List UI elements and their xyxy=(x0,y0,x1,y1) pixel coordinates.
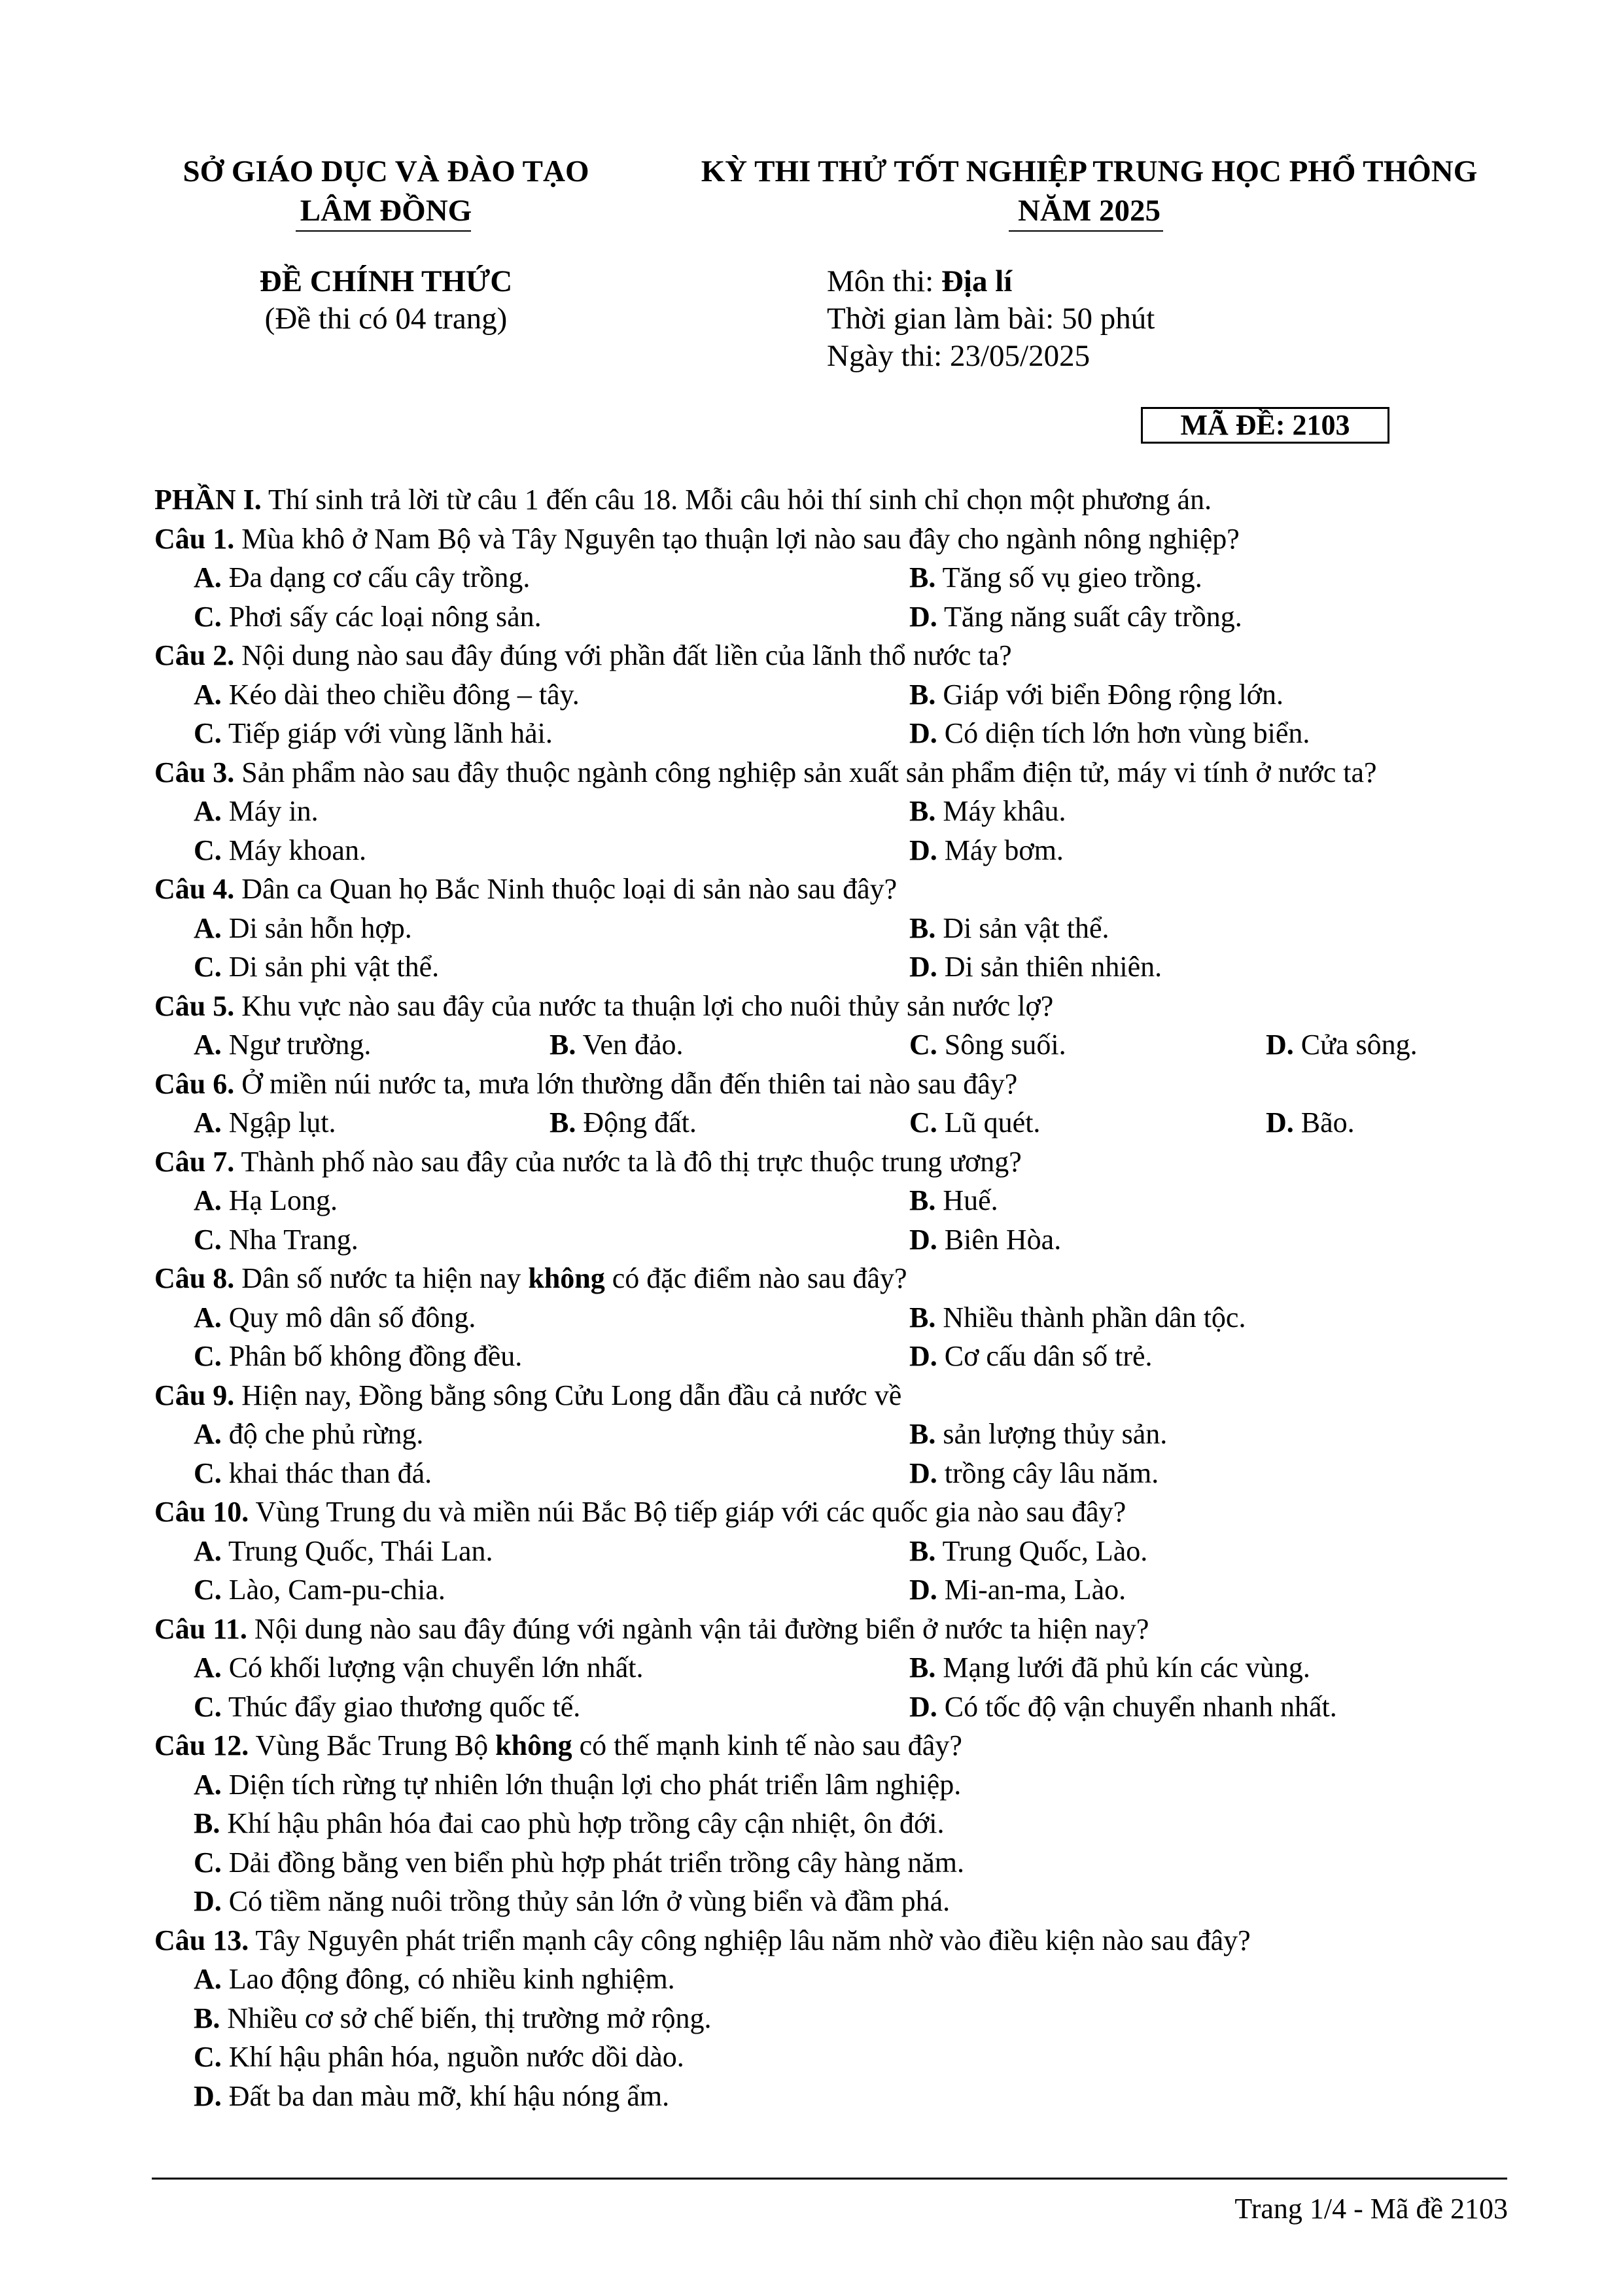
question-label: Câu 11. xyxy=(154,1612,247,1645)
question-4-options-row1 xyxy=(154,909,1522,948)
question-7-options-row2 xyxy=(154,1220,1522,1260)
option-a: A. Lao động đông, có nhiều kinh nghiệm. xyxy=(194,1963,675,1995)
question-8-options-row1 xyxy=(154,1298,1522,1337)
question-11-options-row2 xyxy=(154,1687,1522,1727)
department-block xyxy=(131,152,641,230)
question-label: Câu 5. xyxy=(154,989,235,1022)
option-d: D. Mi-an-ma, Lào. xyxy=(909,1574,1126,1606)
option-b: B. Ven đảo. xyxy=(550,1029,684,1061)
option-b: B. Động đất. xyxy=(550,1106,697,1139)
option-b: B. sản lượng thủy sản. xyxy=(909,1418,1168,1450)
option-b: B. Tăng số vụ gieo trồng. xyxy=(909,561,1202,593)
exam-title-line2: NĂM 2025 xyxy=(1018,194,1161,228)
exam-info xyxy=(827,263,1155,375)
option-b: B. Trung Quốc, Lào. xyxy=(909,1534,1148,1567)
option-c: C. Máy khoan. xyxy=(194,834,366,866)
option-a: A. Máy in. xyxy=(194,795,319,827)
question-9-options-row2 xyxy=(154,1454,1522,1493)
question-10-options-row1 xyxy=(154,1532,1522,1571)
option-d: D. Tăng năng suất cây trồng. xyxy=(909,600,1242,633)
question-label: Câu 2. xyxy=(154,639,235,671)
question-10-options-row2 xyxy=(154,1570,1522,1610)
option-c: C. Thúc đẩy giao thương quốc tế. xyxy=(194,1690,581,1723)
question-11-options-row1 xyxy=(154,1648,1522,1687)
question-text: Nội dung nào sau đây đúng với phần đất liền của lãnh thổ nước ta? xyxy=(234,639,1012,671)
question-1-options-row2 xyxy=(154,597,1522,637)
question-text: Tây Nguyên phát triển mạnh cây công nghiệp lâu năm nhờ vào điều kiện nào sau đây? xyxy=(249,1924,1251,1956)
duration: Thời gian làm bài: 50 phút xyxy=(827,302,1155,336)
department-divider xyxy=(296,230,471,232)
question-label: Câu 1. xyxy=(154,522,235,555)
option-a: A. Ngư trường. xyxy=(194,1029,372,1061)
option-a: A. Hạ Long. xyxy=(194,1184,338,1216)
question-text: Vùng Trung du và miền núi Bắc Bộ tiếp giáp với các quốc gia nào sau đây? xyxy=(249,1496,1126,1528)
option-d: D. Cửa sông. xyxy=(1266,1029,1418,1061)
question-3-options-row2 xyxy=(154,831,1522,870)
exam-content xyxy=(154,480,1522,2115)
question-label: Câu 4. xyxy=(154,873,235,905)
official-block xyxy=(131,263,641,338)
option-d: D. Bão. xyxy=(1266,1106,1355,1139)
question-4-options-row2 xyxy=(154,947,1522,987)
question-5 xyxy=(154,987,1522,1026)
question-label: Câu 3. xyxy=(154,756,235,788)
question-9-options-row1 xyxy=(154,1415,1522,1454)
option-c: C. Lào, Cam-pu-chia. xyxy=(194,1574,445,1606)
exam-title-block xyxy=(654,152,1524,230)
option-d: D. trồng cây lâu năm. xyxy=(909,1457,1159,1489)
option-a: A. Trung Quốc, Thái Lan. xyxy=(194,1534,493,1567)
question-5-options xyxy=(154,1025,1522,1065)
option-a: A. Di sản hỗn hợp. xyxy=(194,911,412,944)
subject-line xyxy=(827,263,1155,300)
question-label: Câu 13. xyxy=(154,1924,249,1956)
option-b: B. Mạng lưới đã phủ kín các vùng. xyxy=(909,1651,1310,1684)
option-c: C. Nha Trang. xyxy=(194,1223,358,1256)
page-info: Trang 1/4 - Mã đề 2103 xyxy=(1234,2193,1508,2225)
question-text: Ở miền núi nước ta, mưa lớn thường dẫn đến thiên tai nào sau đây? xyxy=(234,1067,1018,1100)
official-label: ĐỀ CHÍNH THỨC xyxy=(259,264,513,298)
option-d: D. Đất ba dan màu mỡ, khí hậu nóng ẩm. xyxy=(194,2079,670,2112)
option-b: B. Nhiều thành phần dân tộc. xyxy=(909,1301,1246,1333)
question-text: Khu vực nào sau đây của nước ta thuận lợi cho nuôi thủy sản nước lợ? xyxy=(234,989,1054,1022)
question-8: Câu 8. Dân số nước ta hiện nay không có đặc điểm nào sau đây? xyxy=(154,1262,907,1294)
option-b: B. Di sản vật thể. xyxy=(909,911,1109,944)
question-8-options-row2 xyxy=(154,1337,1522,1376)
department-line1: SỞ GIÁO DỤC VÀ ĐÀO TẠO xyxy=(183,154,589,188)
question-text: Hiện nay, Đồng bằng sông Cửu Long dẫn đầu cả nước về xyxy=(234,1379,902,1411)
option-a: A. độ che phủ rừng. xyxy=(194,1418,424,1450)
question-label: Câu 8. xyxy=(154,1262,235,1294)
option-d: D. Biên Hòa. xyxy=(909,1223,1062,1256)
question-3-options-row1 xyxy=(154,792,1522,831)
part1-instruction xyxy=(154,480,1522,520)
exam-title-divider xyxy=(1009,230,1163,232)
option-c: C. Sông suối. xyxy=(909,1029,1066,1061)
option-d: D. Máy bơm. xyxy=(909,834,1064,866)
option-c: C. Phơi sấy các loại nông sản. xyxy=(194,600,542,633)
question-label: Câu 12. xyxy=(154,1729,249,1761)
question-7 xyxy=(154,1142,1522,1182)
pages-note: (Đề thi có 04 trang) xyxy=(264,302,508,336)
department-line2: LÂM ĐỒNG xyxy=(300,194,472,228)
option-c: C. khai thác than đá. xyxy=(194,1457,432,1489)
question-label: Câu 10. xyxy=(154,1496,249,1528)
option-a: A. Ngập lụt. xyxy=(194,1106,336,1139)
question-6 xyxy=(154,1065,1522,1104)
question-2 xyxy=(154,636,1522,675)
option-b: B. Máy khâu. xyxy=(909,795,1066,827)
option-c: C. Di sản phi vật thể. xyxy=(194,951,440,983)
option-a: A. Kéo dài theo chiều đông – tây. xyxy=(194,678,580,711)
option-b: B. Giáp với biển Đông rộng lớn. xyxy=(909,678,1284,711)
part1-label: PHẦN I. xyxy=(154,484,262,516)
option-c: C. Lũ quét. xyxy=(909,1106,1041,1139)
option-d: D. Di sản thiên nhiên. xyxy=(909,951,1162,983)
question-13 xyxy=(154,1921,1522,1960)
option-a: A. Đa dạng cơ cấu cây trồng. xyxy=(194,561,531,593)
question-text: Mùa khô ở Nam Bộ và Tây Nguyên tạo thuận lợi nào sau đây cho ngành nông nghiệp? xyxy=(234,522,1240,555)
question-2-options-row2 xyxy=(154,714,1522,753)
option-b: B. Nhiều cơ sở chế biến, thị trường mở rộng. xyxy=(194,2002,712,2034)
option-c: C. Khí hậu phân hóa, nguồn nước dồi dào. xyxy=(194,2041,684,2073)
option-d: D. Cơ cấu dân số trẻ. xyxy=(909,1340,1153,1372)
question-11 xyxy=(154,1610,1522,1649)
subject-value: Địa lí xyxy=(941,264,1013,298)
option-d: D. Có diện tích lớn hơn vùng biển. xyxy=(909,717,1310,749)
question-2-options-row1 xyxy=(154,675,1522,715)
question-10 xyxy=(154,1492,1522,1532)
option-d: D. Có tốc độ vận chuyển nhanh nhất. xyxy=(909,1690,1337,1723)
question-text: Thành phố nào sau đây của nước ta là đô thị trực thuộc trung ương? xyxy=(234,1145,1022,1178)
question-1-options-row1 xyxy=(154,558,1522,597)
question-3 xyxy=(154,753,1522,792)
question-label: Câu 7. xyxy=(154,1145,235,1178)
question-label: Câu 6. xyxy=(154,1067,235,1100)
part1-text: Thí sinh trả lời từ câu 1 đến câu 18. Mỗi câu hỏi thí sinh chỉ chọn một phương án. xyxy=(261,484,1212,516)
question-1 xyxy=(154,520,1522,559)
question-7-options-row1 xyxy=(154,1181,1522,1220)
question-text: Nội dung nào sau đây đúng với ngành vận tải đường biển ở nước ta hiện nay? xyxy=(247,1612,1149,1645)
question-12: Câu 12. Vùng Bắc Trung Bộ không có thế mạnh kinh tế nào sau đây? xyxy=(154,1729,962,1761)
subject-label: Môn thi: xyxy=(827,264,941,298)
option-c: C. Phân bố không đồng đều. xyxy=(194,1340,523,1372)
option-b: B. Huế. xyxy=(909,1184,998,1216)
option-a: A. Quy mô dân số đông. xyxy=(194,1301,476,1333)
question-label: Câu 9. xyxy=(154,1379,235,1411)
question-9 xyxy=(154,1376,1522,1415)
option-a: A. Diện tích rừng tự nhiên lớn thuận lợi cho phát triển lâm nghiệp. xyxy=(194,1768,962,1801)
option-b: B. Khí hậu phân hóa đai cao phù hợp trồng cây cận nhiệt, ôn đới. xyxy=(194,1807,945,1839)
question-text: Dân ca Quan họ Bắc Ninh thuộc loại di sản nào sau đây? xyxy=(234,873,898,905)
exam-date: Ngày thi: 23/05/2025 xyxy=(827,339,1091,373)
option-d: D. Có tiềm năng nuôi trồng thủy sản lớn ở vùng biển và đầm phá. xyxy=(194,1885,951,1917)
option-c: C. Tiếp giáp với vùng lãnh hải. xyxy=(194,717,553,749)
option-a: A. Có khối lượng vận chuyển lớn nhất. xyxy=(194,1651,644,1684)
exam-title-line1: KỲ THI THỬ TỐT NGHIỆP TRUNG HỌC PHỔ THÔNG xyxy=(701,154,1478,188)
question-4 xyxy=(154,870,1522,909)
footer-divider xyxy=(152,2178,1507,2180)
question-text: Sản phẩm nào sau đây thuộc ngành công nghiệp sản xuất sản phẩm điện tử, máy vi tính ở nước ta? xyxy=(234,756,1377,788)
question-6-options xyxy=(154,1103,1522,1142)
exam-code-box: MÃ ĐỀ: 2103 xyxy=(1141,407,1389,444)
option-c: C. Dải đồng bằng ven biển phù hợp phát triển trồng cây hàng năm. xyxy=(194,1846,964,1879)
